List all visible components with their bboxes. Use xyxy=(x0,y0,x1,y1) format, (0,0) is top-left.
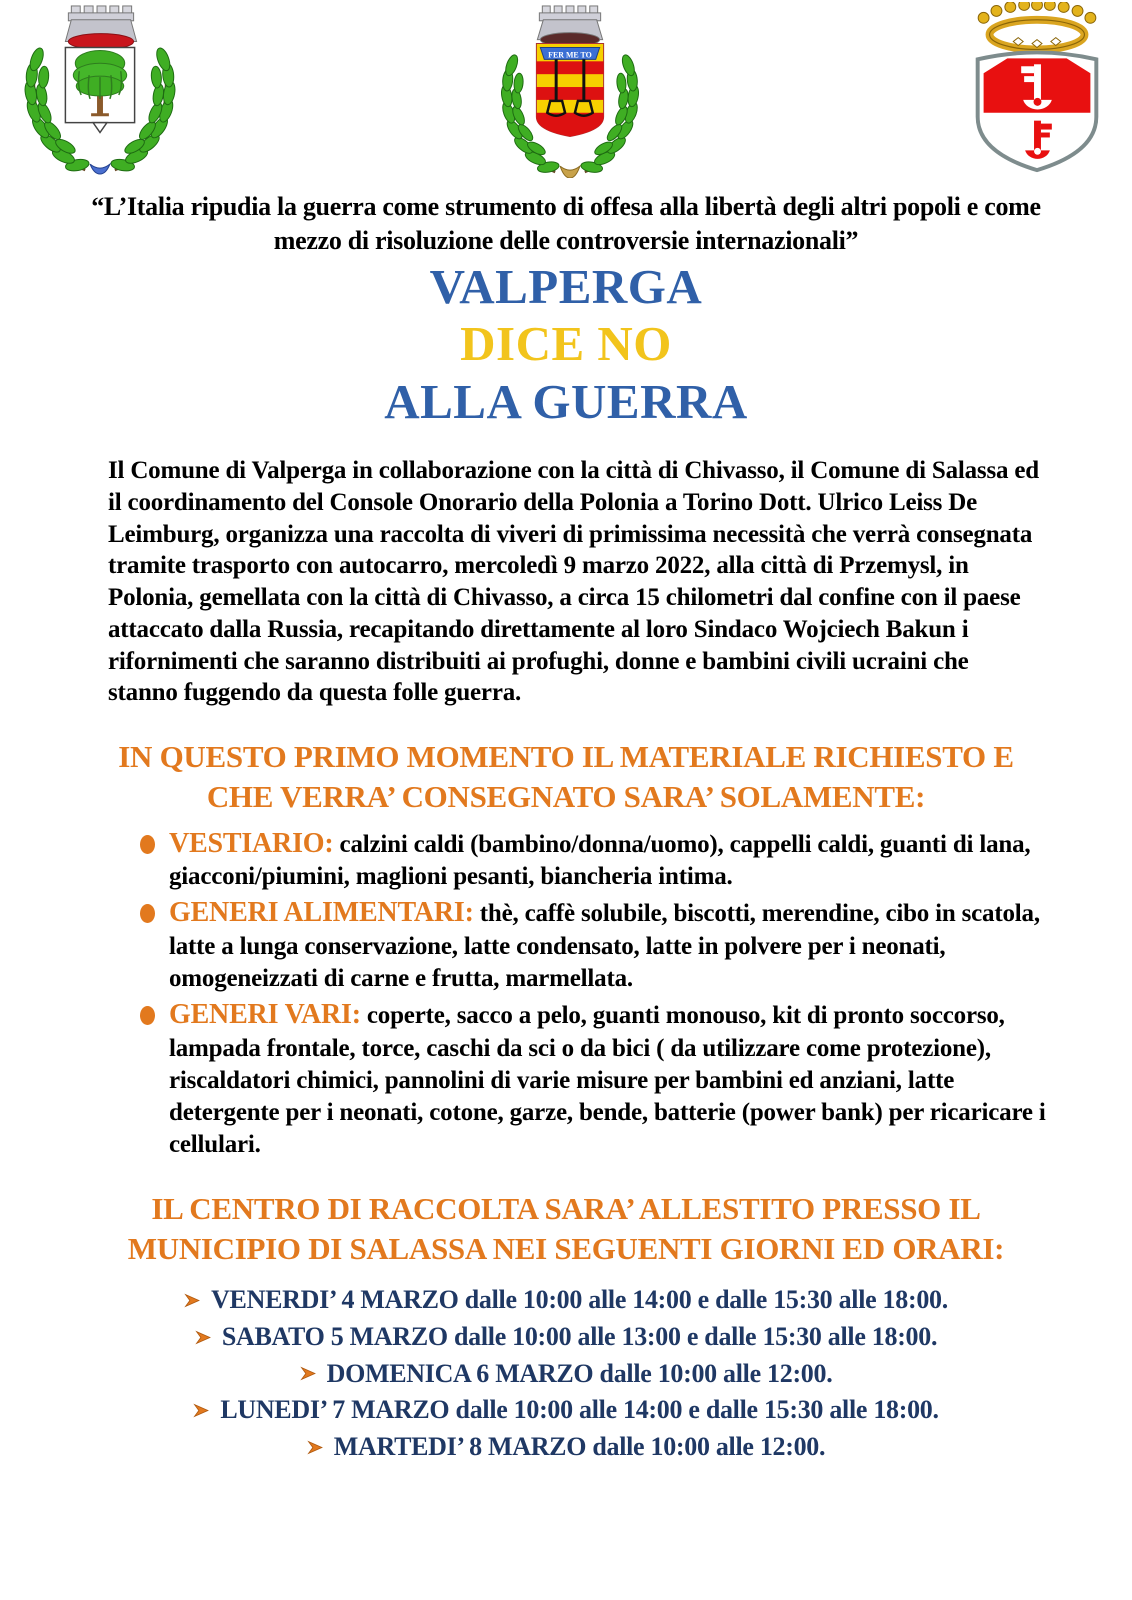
title-alla-guerra: ALLA GUERRA xyxy=(384,374,748,430)
list-item-body xyxy=(169,826,1046,894)
list-item-generi-alimentari xyxy=(140,895,1046,995)
chivasso-motto: FER ME TO xyxy=(548,50,592,60)
arrow-bullet-icon xyxy=(193,1402,210,1419)
valperga-crest-icon xyxy=(6,2,194,178)
schedule-text: DOMENICA 6 MARZO dalle 10:00 alle 12:00. xyxy=(326,1358,833,1388)
list-item-label: VESTIARIO: xyxy=(169,827,334,859)
schedule-text: MARTEDI’ 8 MARZO dalle 10:00 alle 12:00. xyxy=(333,1432,826,1462)
schedule-row-venerdi xyxy=(0,1282,1132,1319)
title-dice-no: DICE NO xyxy=(460,316,672,372)
material-list xyxy=(140,826,1046,1161)
constitution-quote: “L’Italia ripudia la guerra come strumento di offesa alla libertà degli altri popoli e come mezzo di risoluzione delle controversie internazionali” xyxy=(91,192,1041,255)
list-item-body xyxy=(169,895,1046,995)
crest-row xyxy=(0,0,1132,180)
schedule-text: LUNEDI’ 7 MARZO dalle 10:00 alle 14:00 e dalle 15:30 alle 18:00. xyxy=(220,1395,939,1425)
title-valperga: VALPERGA xyxy=(429,258,703,314)
bullet-dot-icon xyxy=(140,835,155,854)
list-item-generi-vari xyxy=(140,997,1046,1161)
schedule-row-martedi xyxy=(0,1429,1132,1466)
arrow-bullet-icon xyxy=(300,1365,317,1382)
list-item-text: thè, caffè solubile, biscotti, merendine, cibo in scatola, latte a lunga conservazione, latte condensato, latte in polvere per i neonati, omogeneizzati di carne e frutta, marmellata. xyxy=(169,900,1040,993)
bullet-dot-icon xyxy=(140,1006,155,1025)
list-item-text: calzini caldi (bambino/donna/uomo), cappelli caldi, guanti di lana, giacconi/piumini, maglioni pesanti, biancheria intima. xyxy=(169,830,1031,891)
bullet-dot-icon xyxy=(140,904,155,923)
schedule-list xyxy=(0,1282,1132,1467)
section1-heading: IN QUESTO PRIMO MOMENTO IL MATERIALE RICHIESTO E CHE VERRA’ CONSEGNATO SARA’ SOLAMENTE: xyxy=(118,739,1014,815)
section2-heading: IL CENTRO DI RACCOLTA SARA’ ALLESTITO PRESSO IL MUNICIPIO DI SALASSA NEI SEGUENTI GIORNI ED ORARI: xyxy=(127,1191,1005,1267)
intro-paragraph: Il Comune di Valperga in collaborazione con la città di Chivasso, il Comune di Salassa ed il coordinamento del Console Onorario della Polonia a Torino Dott. Ulrico Leiss De Leimburg, organizza una raccolta di viveri di primissima necessità che verrà consegnata tramite trasporto con autocarro, mercoledì 9 marzo 2022, alla città di Przemysl, in Polonia, gemellata con la città di Chivasso, a circa 15 chilometri dal confine con il paese attaccato dalla Russia, recapitando direttamente al loro Sindaco Wojciech Bakun i rifornimenti che saranno distribuiti ai profughi, donne e bambini civili ucraini che stanno fuggendo da questa folle guerra. xyxy=(108,457,1039,707)
salassa-crest-icon xyxy=(946,2,1128,178)
list-item-text: coperte, sacco a pelo, guanti monouso, kit di pronto soccorso, lampada frontale, torce, caschi da sci o da bici ( da utilizzare come protezione), riscaldatori chimici, pannolini di varie misure per bambini ed anziani, latte detergente per i neonati, cotone, garze, bende, batterie (power bank) per ricaricare i cellulari. xyxy=(169,1002,1046,1159)
schedule-row-sabato xyxy=(0,1319,1132,1356)
list-item-body xyxy=(169,997,1046,1161)
arrow-bullet-icon xyxy=(195,1329,212,1346)
arrow-bullet-icon xyxy=(307,1439,324,1456)
schedule-row-domenica xyxy=(0,1356,1132,1393)
list-item-label: GENERI ALIMENTARI: xyxy=(169,897,474,929)
schedule-text: SABATO 5 MARZO dalle 10:00 alle 13:00 e dalle 15:30 alle 18:00. xyxy=(221,1321,938,1351)
schedule-row-lunedi xyxy=(0,1392,1132,1429)
arrow-bullet-icon xyxy=(184,1292,201,1309)
schedule-text: VENERDI’ 4 MARZO dalle 10:00 alle 14:00 e dalle 15:30 alle 18:00. xyxy=(211,1284,948,1314)
chivasso-crest-icon xyxy=(479,2,661,178)
list-item-label: GENERI VARI: xyxy=(169,999,361,1031)
list-item-vestiario xyxy=(140,826,1046,894)
